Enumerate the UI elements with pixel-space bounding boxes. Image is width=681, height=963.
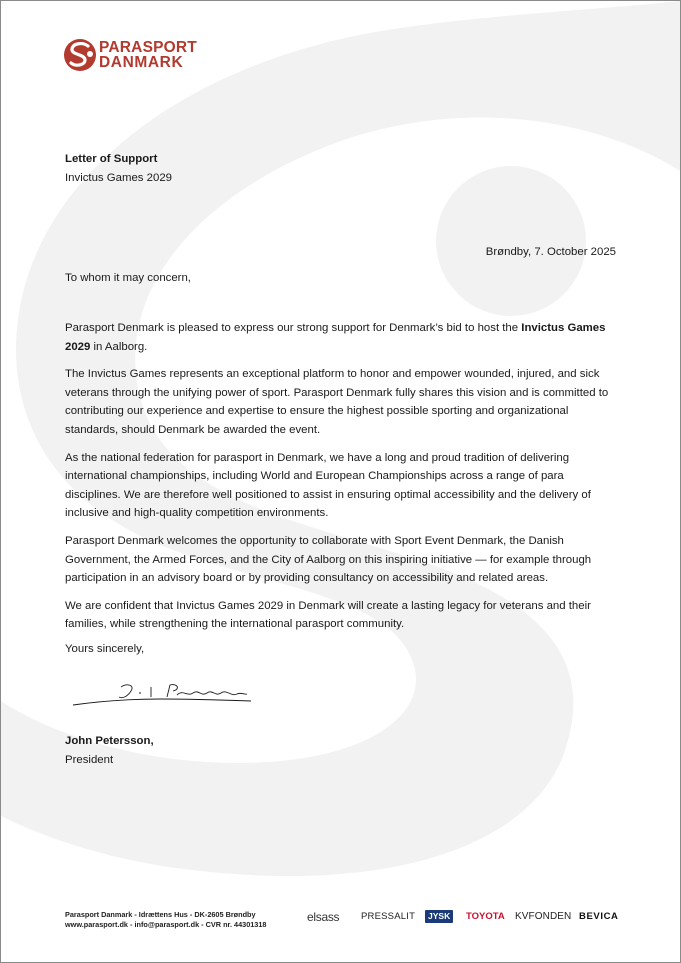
sponsor-toyota-logo: TOYOTA	[466, 911, 505, 922]
sponsor-kvfonden-logo: KVFONDEN	[515, 911, 572, 922]
parasport-logo	[63, 35, 203, 77]
paragraph-4: Parasport Denmark welcomes the opportunity to collaborate with Sport Event Denmark, the Danish Government, the Armed Forces, and the City of Aalborg on this inspiring initiative — for example through participation in an advisory board or by providing consultancy on accessibility and related areas.	[65, 534, 592, 585]
paragraph-1-bold: Invictus Games 2029	[65, 322, 606, 353]
paragraph-5: We are confident that Invictus Games 2029 in Denmark will create a lasting legacy for veterans and their families, while strengthening the international parasport community.	[65, 599, 591, 631]
footer-address-line-1: Parasport Danmark - Idrættens Hus - DK-2605 Brøndby	[65, 910, 256, 919]
sponsor-pressalit-logo: PRESSALIT	[361, 911, 416, 922]
letter-title: Letter of Support	[65, 153, 158, 165]
logo-mark-icon	[63, 37, 97, 73]
letter-body	[65, 319, 618, 643]
paragraph-1-b: in Aalborg.	[90, 340, 148, 353]
sponsor-logos	[307, 910, 619, 926]
footer-address-line-2: www.parasport.dk - info@parasport.dk - CVR nr. 44301318	[65, 919, 267, 929]
letter-subtitle: Invictus Games 2029	[65, 171, 172, 184]
logo-line-2: DANMARK	[99, 54, 184, 71]
signature-image	[71, 677, 256, 713]
sponsor-bevica-logo: BEVICA	[579, 911, 619, 922]
letter-date: Brøndby, 7. October 2025	[485, 246, 616, 258]
paragraph-2: The Invictus Games represents an exceptional platform to honor and empower wounded, injured, and sick veterans through the unifying power of sport. Parasport Denmark fully shares this vision and is committed to contributing our experience and expertise to ensure the highest possible sporting and organizational standards, should Denmark be awarded the event.	[65, 368, 609, 436]
signer-block	[65, 732, 618, 769]
sponsor-elsass-logo: elsass	[307, 910, 340, 924]
paragraph-1-a: Parasport Denmark is pleased to express our strong support for Denmark’s bid to host the	[65, 322, 522, 334]
logo-line-1: PARASPORT	[99, 39, 197, 56]
signer-name: John Petersson,	[65, 735, 154, 747]
logo-wordmark	[99, 40, 197, 70]
footer-address	[65, 910, 266, 929]
letter-heading	[65, 150, 618, 187]
paragraph-3: As the national federation for parasport in Denmark, we have a long and proud tradition of delivering international championships, including World and European Championships across a range of para disciplines. We are therefore well positioned to assist in ensuring optimal accessibility and the delivery of inclusive and high-quality competition environments.	[65, 451, 591, 520]
closing: Yours sincerely,	[65, 643, 145, 655]
paragraph-1	[65, 319, 618, 356]
signer-title: President	[65, 753, 114, 766]
greeting: To whom it may concern,	[65, 272, 191, 284]
sponsor-jysk-logo: JYSK	[425, 910, 453, 923]
